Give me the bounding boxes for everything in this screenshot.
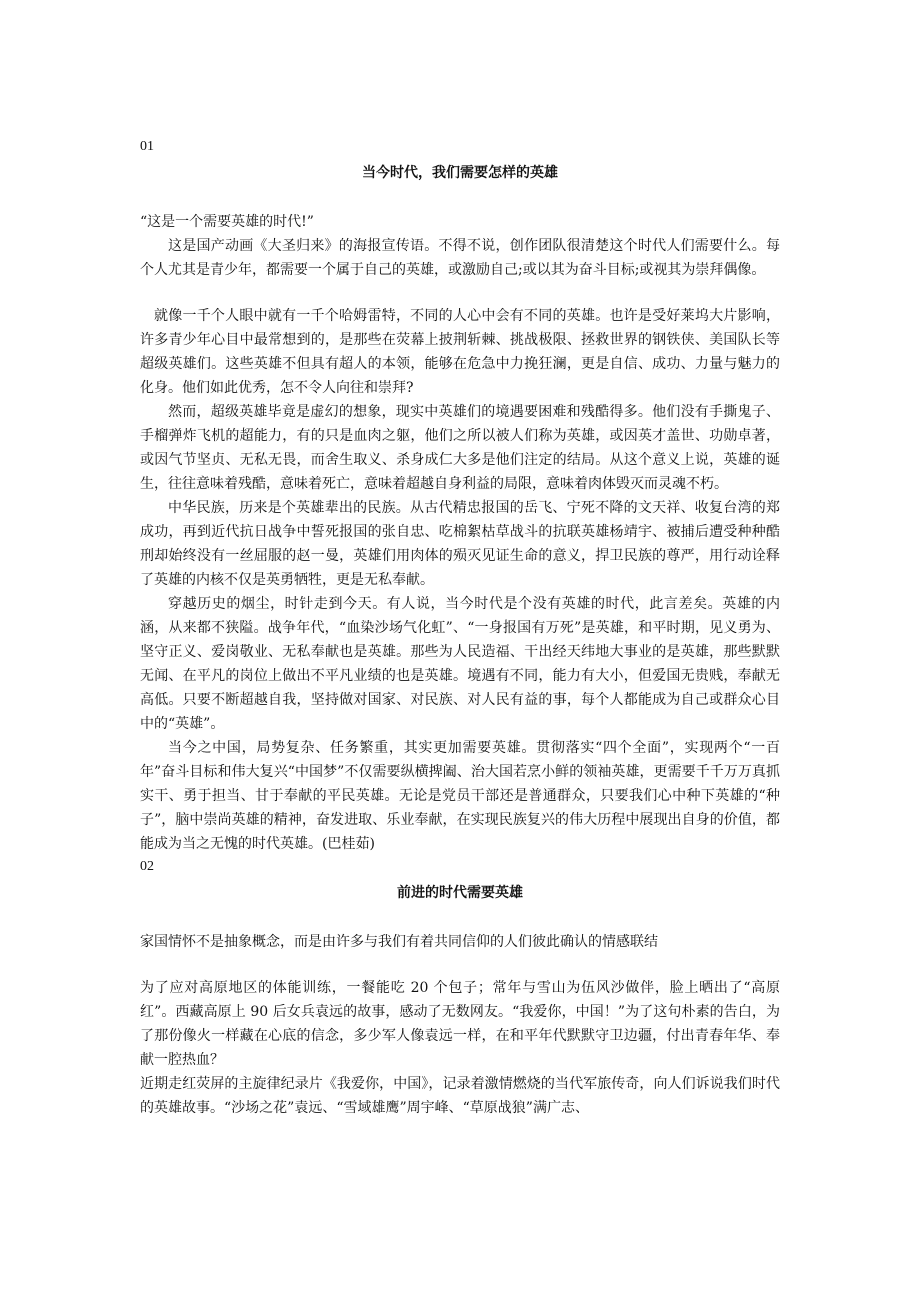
paragraph: 近期走红荧屏的主旋律纪录片《我爱你，中国》，记录着激情燃烧的当代军旅传奇，向人们诉说我们时代的英雄故事。“沙场之花”袁远、“雪域雄鹰”周宇峰、“草原战狼”满广志、 — [140, 1076, 780, 1116]
paragraph: 就像一千个人眼中就有一千个哈姆雷特，不同的人心中会有不同的英雄。也许是受好莱坞大片影响，许多青少年心目中最常想到的，是那些在荧幕上披荆斩棘、挑战极限、拯救世界的钢铁侠、美国队长等超级英雄们。这些英雄不但具有超人的本领，能够在危急中力挽狂澜，更是自信、成功、力量与魅力的化身。他们如此优秀，怎不令人向往和崇拜? — [140, 308, 780, 396]
quote-line: “这是一个需要英雄的时代!” — [140, 214, 314, 230]
paragraph: 然而，超级英雄毕竟是虚幻的想象，现实中英雄们的境遇要困难和残酷得多。他们没有手撕鬼子、手榴弹炸飞机的超能力，有的只是血肉之躯，他们之所以被人们称为英雄，或因英才盖世、功勋卓著，或因气节坚贞、无私无畏，而舍生取义、杀身成仁大多是他们注定的结局。从这个意义上说，英雄的诞生，往往意味着残酷，意味着死亡，意味着超越自身利益的局限，意味着肉体毁灭而灵魂不朽。 — [140, 404, 780, 492]
section-title: 前进的时代需要英雄 — [397, 885, 523, 901]
paragraph: 为了应对高原地区的体能训练，一餐能吃 20 个包子；常年与雪山为伍风沙做伴，脸上晒出了“高原红”。西藏高原上 90 后女兵袁远的故事，感动了无数网友。“我爱你，中国！”为了这句朴素的告白，为了那份像火一样藏在心底的信念，多少军人像袁远一样，在和平年代默默守卫边疆，付出青春年华、奉献一腔热血？ — [140, 980, 780, 1068]
lead-line: 家国情怀不是抽象概念，而是由许多与我们有着共同信仰的人们彼此确认的情感联结 — [140, 934, 658, 950]
paragraph: 当今之中国，局势复杂、任务繁重，其实更加需要英雄。贯彻落实“四个全面”，实现两个“一百年”奋斗目标和伟大复兴“中国梦”不仅需要纵横捭阖、治大国若烹小鲜的领袖英雄，更需要千千万万真抓实干、勇于担当、甘于奉献的平民英雄。无论是党员干部还是普通群众，只要我们心中种下英雄的“种子”，脑中崇尚英雄的精神，奋发进取、乐业奉献，在实现民族复兴的伟大历程中展现出自身的价值，都能成为当之无愧的时代英雄。(巴桂茹) — [140, 740, 780, 852]
section-number: 01 — [140, 139, 154, 154]
paragraph: 这是国产动画《大圣归来》的海报宣传语。不得不说，创作团队很清楚这个时代人们需要什么。每个人尤其是青少年，都需要一个属于自己的英雄，或激励自己;或以其为奋斗目标;或视其为崇拜偶像。 — [140, 238, 780, 278]
document-page — [140, 136, 780, 1120]
paragraph: 穿越历史的烟尘，时针走到今天。有人说，当今时代是个没有英雄的时代，此言差矣。英雄的内涵，从来都不狭隘。战争年代，“血染沙场气化虹”、“一身报国有万死”是英雄，和平时期，见义勇为、坚守正义、爱岗敬业、无私奉献也是英雄。那些为人民造福、干出经天纬地大事业的是英雄，那些默默无闻、在平凡的岗位上做出不平凡业绩的也是英雄。境遇有不同，能力有大小，但爱国无贵贱，奉献无高低。只要不断超越自我，坚持做对国家、对民族、对人民有益的事，每个人都能成为自己或群众心目中的“英雄”。 — [140, 596, 780, 732]
paragraph: 中华民族，历来是个英雄辈出的民族。从古代精忠报国的岳飞、宁死不降的文天祥、收复台湾的郑成功，再到近代抗日战争中誓死报国的张自忠、吃棉絮枯草战斗的抗联英雄杨靖宇、被捕后遭受种种酷刑却始终没有一丝屈服的赵一曼，英雄们用肉体的殒灭见证生命的意义，捍卫民族的尊严，用行动诠释了英雄的内核不仅是英勇牺牲，更是无私奉献。 — [140, 500, 780, 588]
section-title: 当今时代，我们需要怎样的英雄 — [362, 165, 558, 181]
section-number: 02 — [140, 859, 154, 874]
